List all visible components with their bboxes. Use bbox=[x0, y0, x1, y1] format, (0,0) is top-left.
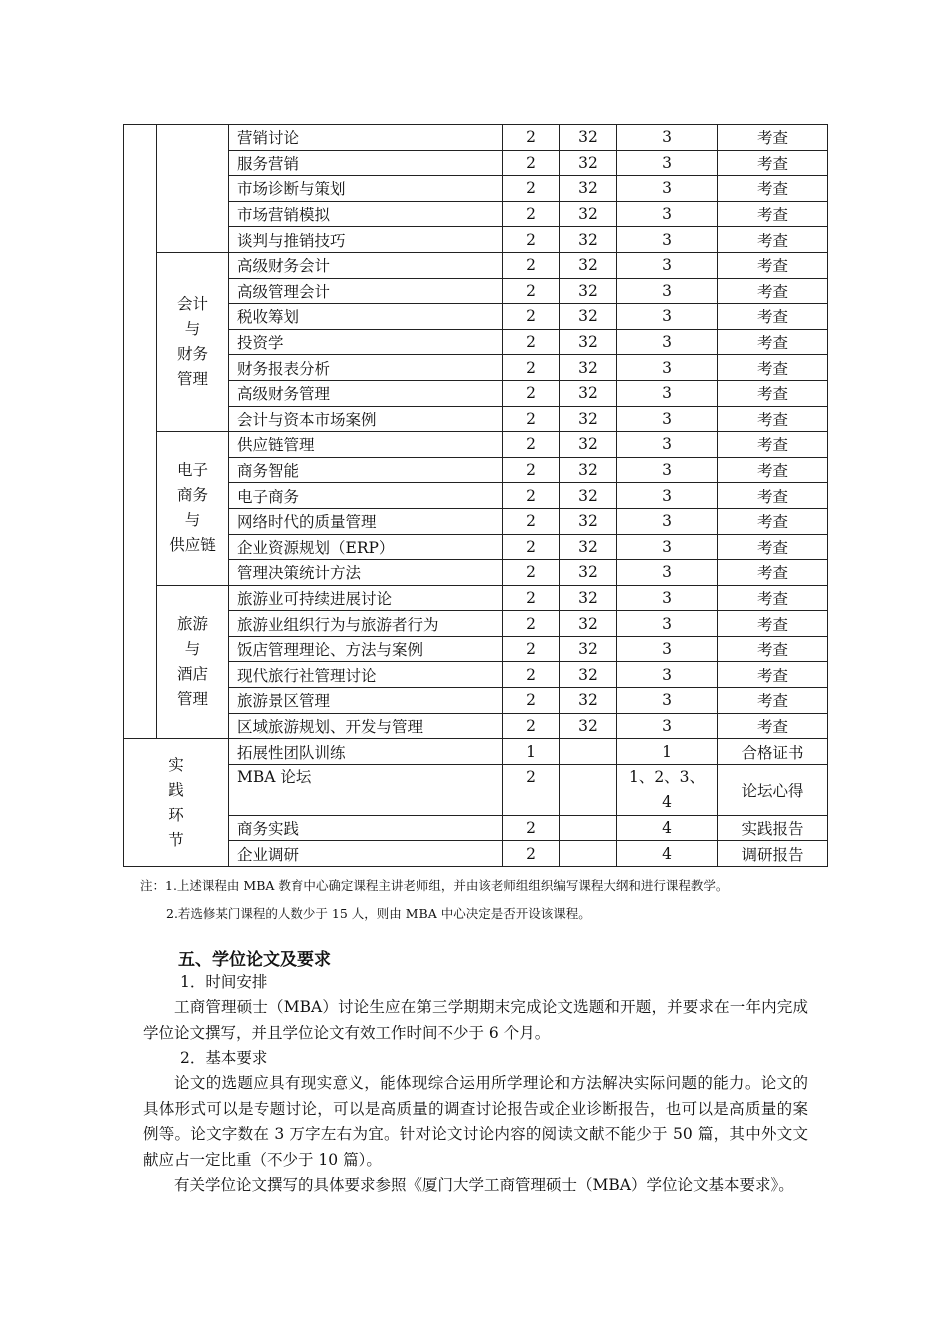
course-semester: 3 bbox=[617, 457, 718, 483]
course-assessment: 考查 bbox=[718, 252, 828, 278]
group-label-line: 与 bbox=[184, 511, 201, 530]
course-assessment: 考查 bbox=[718, 432, 828, 458]
table-row bbox=[124, 688, 828, 714]
course-credits: 2 bbox=[503, 125, 560, 151]
course-semester: 3 bbox=[617, 508, 718, 534]
course-hours bbox=[560, 815, 617, 841]
course-assessment: 考查 bbox=[718, 713, 828, 739]
curriculum-table bbox=[123, 124, 828, 867]
course-credits: 2 bbox=[503, 355, 560, 381]
group-label-line: 财务 bbox=[176, 345, 208, 364]
course-hours: 32 bbox=[560, 636, 617, 662]
paragraph-requirements bbox=[143, 1071, 808, 1173]
course-credits: 2 bbox=[503, 815, 560, 841]
course-hours: 32 bbox=[560, 176, 617, 202]
section-title: 五、学位论文及要求 bbox=[178, 950, 331, 970]
course-hours bbox=[560, 764, 617, 815]
table-row bbox=[124, 150, 828, 176]
course-semester: 3 bbox=[617, 201, 718, 227]
course-credits: 2 bbox=[503, 713, 560, 739]
note-2: 2.若选修某门课程的人数少于 15 人，则由 MBA 中心决定是否开设该课程。 bbox=[166, 906, 591, 921]
course-hours: 32 bbox=[560, 585, 617, 611]
paragraph-time bbox=[143, 995, 808, 1046]
group-label-line: 供应链 bbox=[169, 536, 216, 555]
course-assessment: 考查 bbox=[718, 125, 828, 151]
course-hours: 32 bbox=[560, 662, 617, 688]
course-name: MBA 论坛 bbox=[229, 764, 503, 815]
course-assessment: 调研报告 bbox=[718, 841, 828, 867]
table-row bbox=[124, 432, 828, 458]
course-semester: 3 bbox=[617, 304, 718, 330]
course-assessment: 论坛心得 bbox=[718, 764, 828, 815]
course-name: 管理决策统计方法 bbox=[229, 560, 503, 586]
table-row bbox=[124, 585, 828, 611]
course-assessment: 考查 bbox=[718, 508, 828, 534]
course-credits: 2 bbox=[503, 457, 560, 483]
course-semester: 3 bbox=[617, 278, 718, 304]
course-hours: 32 bbox=[560, 713, 617, 739]
course-credits: 2 bbox=[503, 508, 560, 534]
course-credits: 2 bbox=[503, 176, 560, 202]
group-label bbox=[157, 585, 229, 739]
elective-category-cell bbox=[124, 125, 157, 739]
paragraph-time-text: 工商管理硕士（MBA）讨论生应在第三学期期末完成论文选题和开题，并要求在一年内完成学位论文撰写，并且学位论文有效工作时间不少于 6 个月。 bbox=[143, 998, 808, 1042]
course-hours: 32 bbox=[560, 483, 617, 509]
course-hours: 32 bbox=[560, 560, 617, 586]
course-name: 拓展性团队训练 bbox=[229, 739, 503, 765]
course-semester: 3 bbox=[617, 380, 718, 406]
course-semester: 3 bbox=[617, 534, 718, 560]
practice-label-line: 实 bbox=[168, 755, 184, 774]
table-row bbox=[124, 560, 828, 586]
table-row bbox=[124, 764, 828, 815]
course-credits: 2 bbox=[503, 278, 560, 304]
group-label-line: 电子 bbox=[176, 461, 208, 480]
course-name: 旅游景区管理 bbox=[229, 688, 503, 714]
course-credits: 2 bbox=[503, 432, 560, 458]
course-credits: 2 bbox=[503, 688, 560, 714]
course-credits: 2 bbox=[503, 406, 560, 432]
course-name: 投资学 bbox=[229, 329, 503, 355]
course-semester: 3 bbox=[617, 176, 718, 202]
table-row bbox=[124, 662, 828, 688]
course-name: 高级财务会计 bbox=[229, 252, 503, 278]
group-label-line: 管理 bbox=[176, 370, 208, 389]
course-semester: 3 bbox=[617, 611, 718, 637]
course-semester: 3 bbox=[617, 252, 718, 278]
course-name: 企业资源规划（ERP） bbox=[229, 534, 503, 560]
course-hours: 32 bbox=[560, 227, 617, 253]
table-row bbox=[124, 201, 828, 227]
course-hours: 32 bbox=[560, 252, 617, 278]
course-semester: 3 bbox=[617, 560, 718, 586]
course-hours bbox=[560, 841, 617, 867]
semester-line: 4 bbox=[662, 792, 672, 811]
group-label-line: 商务 bbox=[176, 486, 208, 505]
course-semester: 3 bbox=[617, 432, 718, 458]
course-name: 电子商务 bbox=[229, 483, 503, 509]
course-semester: 3 bbox=[617, 636, 718, 662]
course-name: 旅游业组织行为与旅游者行为 bbox=[229, 611, 503, 637]
course-assessment: 考查 bbox=[718, 585, 828, 611]
course-semester: 3 bbox=[617, 125, 718, 151]
course-name: 企业调研 bbox=[229, 841, 503, 867]
course-name: 区域旅游规划、开发与管理 bbox=[229, 713, 503, 739]
course-hours: 32 bbox=[560, 611, 617, 637]
course-assessment: 考查 bbox=[718, 611, 828, 637]
course-credits: 2 bbox=[503, 636, 560, 662]
paragraph-requirements-text: 论文的选题应具有现实意义，能体现综合运用所学理论和方法解决实际问题的能力。论文的具体形式可以是专题讨论，可以是高质量的调查讨论报告或企业诊断报告，也可以是高质量的案例等。论文字数在 3 万字左右为宜。针对论文讨论内容的阅读文献不能少于 50 篇，其中外文文献应占一定比重（不少于 10 篇）。 bbox=[143, 1074, 808, 1169]
group-label-line: 管理 bbox=[176, 689, 208, 708]
course-name: 会计与资本市场案例 bbox=[229, 406, 503, 432]
course-semester: 3 bbox=[617, 329, 718, 355]
group-label bbox=[157, 125, 229, 253]
group-label bbox=[157, 252, 229, 431]
table-row bbox=[124, 636, 828, 662]
course-credits: 2 bbox=[503, 201, 560, 227]
course-credits: 2 bbox=[503, 560, 560, 586]
course-semester: 3 bbox=[617, 355, 718, 381]
course-hours: 32 bbox=[560, 329, 617, 355]
group-label-line: 与 bbox=[184, 639, 201, 658]
course-semester: 4 bbox=[617, 841, 718, 867]
course-semester: 3 bbox=[617, 150, 718, 176]
course-semester: 1 bbox=[617, 739, 718, 765]
course-assessment: 考查 bbox=[718, 406, 828, 432]
group-label-line: 与 bbox=[184, 320, 201, 339]
course-hours: 32 bbox=[560, 201, 617, 227]
course-semester: 3 bbox=[617, 483, 718, 509]
course-assessment: 考查 bbox=[718, 688, 828, 714]
table-row bbox=[124, 508, 828, 534]
course-hours: 32 bbox=[560, 508, 617, 534]
course-assessment: 考查 bbox=[718, 355, 828, 381]
semester-line: 1、2、3、 bbox=[628, 767, 706, 786]
course-name: 高级管理会计 bbox=[229, 278, 503, 304]
course-semester: 3 bbox=[617, 227, 718, 253]
course-name: 谈判与推销技巧 bbox=[229, 227, 503, 253]
course-credits: 2 bbox=[503, 662, 560, 688]
table-row bbox=[124, 329, 828, 355]
course-name: 财务报表分析 bbox=[229, 355, 503, 381]
course-hours: 32 bbox=[560, 304, 617, 330]
course-assessment: 考查 bbox=[718, 457, 828, 483]
group-label-line: 旅游 bbox=[176, 614, 208, 633]
table-row bbox=[124, 815, 828, 841]
course-assessment: 考查 bbox=[718, 483, 828, 509]
course-credits: 2 bbox=[503, 483, 560, 509]
course-credits: 2 bbox=[503, 304, 560, 330]
course-name: 税收筹划 bbox=[229, 304, 503, 330]
course-hours: 32 bbox=[560, 150, 617, 176]
course-assessment: 合格证书 bbox=[718, 739, 828, 765]
course-hours: 32 bbox=[560, 457, 617, 483]
table-row bbox=[124, 355, 828, 381]
group-label-line: 会计 bbox=[176, 295, 208, 314]
practice-label bbox=[124, 739, 229, 867]
course-assessment: 考查 bbox=[718, 304, 828, 330]
course-hours: 32 bbox=[560, 432, 617, 458]
course-name: 供应链管理 bbox=[229, 432, 503, 458]
course-name: 现代旅行社管理讨论 bbox=[229, 662, 503, 688]
course-hours: 32 bbox=[560, 355, 617, 381]
course-name: 高级财务管理 bbox=[229, 380, 503, 406]
course-assessment: 实践报告 bbox=[718, 815, 828, 841]
table-row bbox=[124, 483, 828, 509]
table-notes bbox=[140, 872, 728, 928]
course-name: 商务智能 bbox=[229, 457, 503, 483]
course-hours bbox=[560, 739, 617, 765]
table-row bbox=[124, 739, 828, 765]
course-credits: 2 bbox=[503, 252, 560, 278]
course-name: 服务营销 bbox=[229, 150, 503, 176]
course-credits: 2 bbox=[503, 764, 560, 815]
course-assessment: 考查 bbox=[718, 176, 828, 202]
course-credits: 2 bbox=[503, 329, 560, 355]
table-row bbox=[124, 457, 828, 483]
course-semester: 4 bbox=[617, 815, 718, 841]
paragraph-reference-text: 有关学位论文撰写的具体要求参照《厦门大学工商管理硕士（MBA）学位论文基本要求》。 bbox=[174, 1176, 794, 1194]
course-name: 饭店管理理论、方法与案例 bbox=[229, 636, 503, 662]
subheading-requirements: 2．基本要求 bbox=[180, 1049, 268, 1067]
course-name: 商务实践 bbox=[229, 815, 503, 841]
course-hours: 32 bbox=[560, 380, 617, 406]
course-hours: 32 bbox=[560, 534, 617, 560]
course-credits: 1 bbox=[503, 739, 560, 765]
table-row bbox=[124, 534, 828, 560]
course-credits: 2 bbox=[503, 380, 560, 406]
course-name: 市场营销模拟 bbox=[229, 201, 503, 227]
table-row bbox=[124, 278, 828, 304]
table-row bbox=[124, 611, 828, 637]
table-row bbox=[124, 304, 828, 330]
course-hours: 32 bbox=[560, 278, 617, 304]
practice-label-line: 践 bbox=[168, 780, 184, 799]
table-row bbox=[124, 406, 828, 432]
table-row bbox=[124, 176, 828, 202]
course-name: 旅游业可持续进展讨论 bbox=[229, 585, 503, 611]
course-assessment: 考查 bbox=[718, 636, 828, 662]
course-assessment: 考查 bbox=[718, 662, 828, 688]
course-assessment: 考查 bbox=[718, 329, 828, 355]
course-credits: 2 bbox=[503, 611, 560, 637]
table-row bbox=[124, 125, 828, 151]
practice-label-line: 节 bbox=[168, 830, 184, 849]
table-row bbox=[124, 227, 828, 253]
table-row bbox=[124, 380, 828, 406]
course-credits: 2 bbox=[503, 227, 560, 253]
course-hours: 32 bbox=[560, 125, 617, 151]
course-hours: 32 bbox=[560, 688, 617, 714]
course-credits: 2 bbox=[503, 585, 560, 611]
course-assessment: 考查 bbox=[718, 560, 828, 586]
course-assessment: 考查 bbox=[718, 201, 828, 227]
course-credits: 2 bbox=[503, 150, 560, 176]
course-semester: 3 bbox=[617, 406, 718, 432]
paragraph-reference bbox=[143, 1173, 808, 1199]
course-semester bbox=[617, 764, 718, 815]
course-hours: 32 bbox=[560, 406, 617, 432]
course-semester: 3 bbox=[617, 713, 718, 739]
course-name: 营销讨论 bbox=[229, 125, 503, 151]
group-label-line: 酒店 bbox=[176, 664, 208, 683]
course-semester: 3 bbox=[617, 585, 718, 611]
course-assessment: 考查 bbox=[718, 534, 828, 560]
group-label bbox=[157, 432, 229, 586]
course-name: 市场诊断与策划 bbox=[229, 176, 503, 202]
course-assessment: 考查 bbox=[718, 227, 828, 253]
table-row bbox=[124, 841, 828, 867]
course-semester: 3 bbox=[617, 688, 718, 714]
table-row bbox=[124, 252, 828, 278]
note-1: 注：1.上述课程由 MBA 教育中心确定课程主讲老师组，并由该老师组组织编写课程大纲和进行课程教学。 bbox=[140, 878, 729, 893]
course-credits: 2 bbox=[503, 534, 560, 560]
course-credits: 2 bbox=[503, 841, 560, 867]
table-row bbox=[124, 713, 828, 739]
course-name: 网络时代的质量管理 bbox=[229, 508, 503, 534]
course-semester: 3 bbox=[617, 662, 718, 688]
practice-label-line: 环 bbox=[168, 805, 184, 824]
subheading-time: 1．时间安排 bbox=[180, 973, 268, 991]
course-assessment: 考查 bbox=[718, 278, 828, 304]
course-assessment: 考查 bbox=[718, 380, 828, 406]
course-assessment: 考查 bbox=[718, 150, 828, 176]
